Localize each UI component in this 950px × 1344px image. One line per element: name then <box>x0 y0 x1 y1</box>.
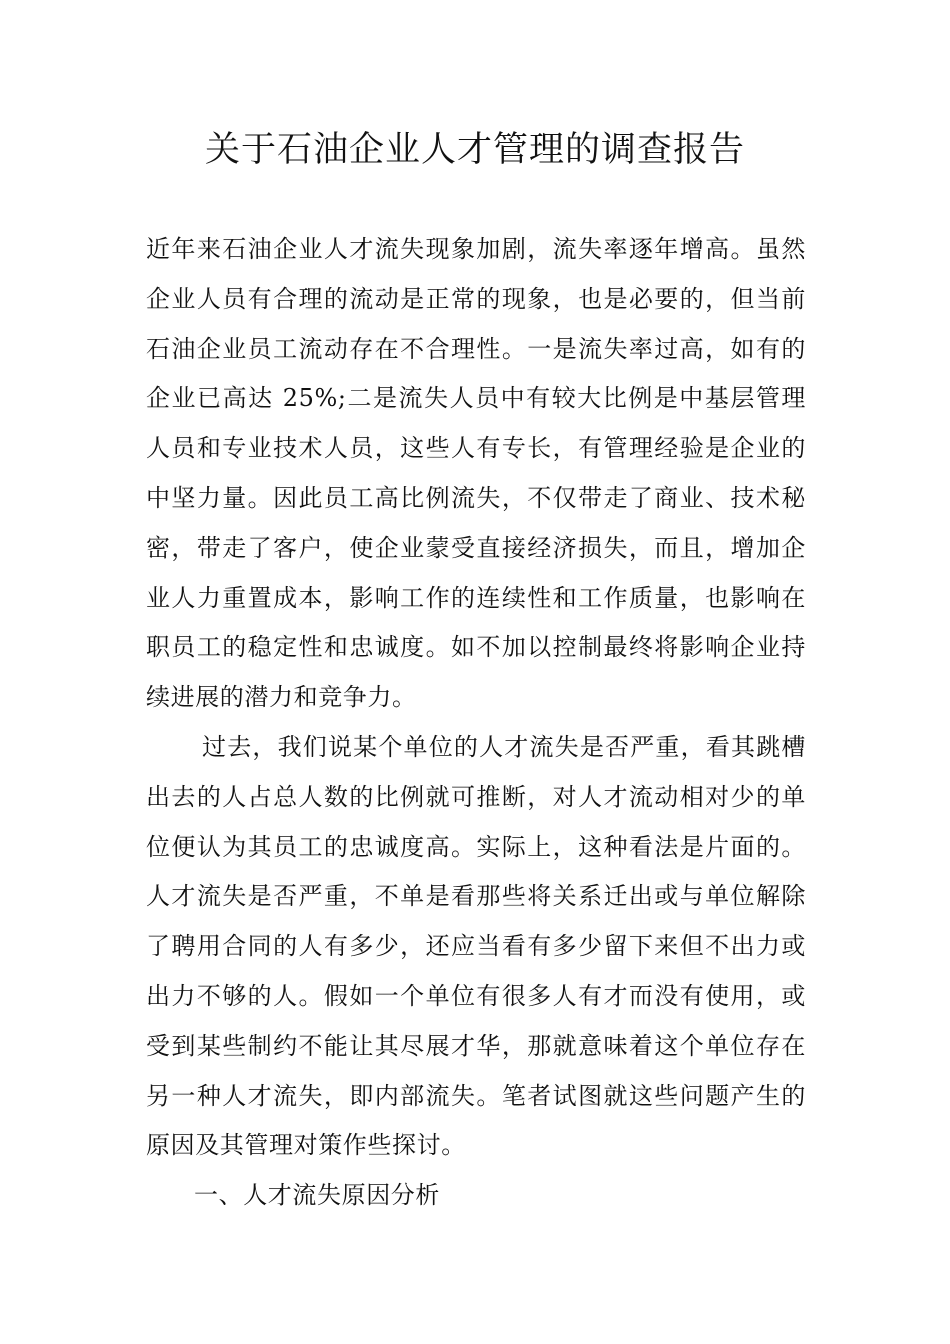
paragraph-1: 近年来石油企业人才流失现象加剧，流失率逐年增高。虽然企业人员有合理的流动是正常的现象，也是必要的，但当前石油企业员工流动存在不合理性。一是流失率过高，如有的企业已高达 25%;二是流失人员中有较大比例是中基层管理人员和专业技术人员，这些人有专长，有管理经验是企业的中坚力量。因此员工高比例流失，不仅带走了商业、技术秘密，带走了客户，使企业蒙受直接经济损失，而且，增加企业人力重置成本，影响工作的连续性和工作质量，也影响在职员工的稳定性和忠诚度。如不加以控制最终将影响企业持续进展的潜力和竞争力。 <box>146 235 806 712</box>
section-heading: 一、人才流失原因分析 <box>194 1181 440 1210</box>
document-title: 关于石油企业人才管理的调查报告 <box>204 130 745 170</box>
paragraph-2: 过去，我们说某个单位的人才流失是否严重，看其跳槽出去的人占总人数的比例就可推断，对人才流动相对少的单位便认为其员工的忠诚度高。实际上，这种看法是片面的。人才流失是否严重，不单是看那些将关系迁出或与单位解除了聘用合同的人有多少，还应当看有多少留下来但不出力或出力不够的人。假如一个单位有很多人有才而没有使用，或受到某些制约不能让其尽展才华，那就意味着这个单位存在另一种人才流失，即内部流失。笔者试图就这些问题产生的原因及其管理对策作些探讨。 <box>146 732 806 1160</box>
document-body <box>146 225 806 1221</box>
